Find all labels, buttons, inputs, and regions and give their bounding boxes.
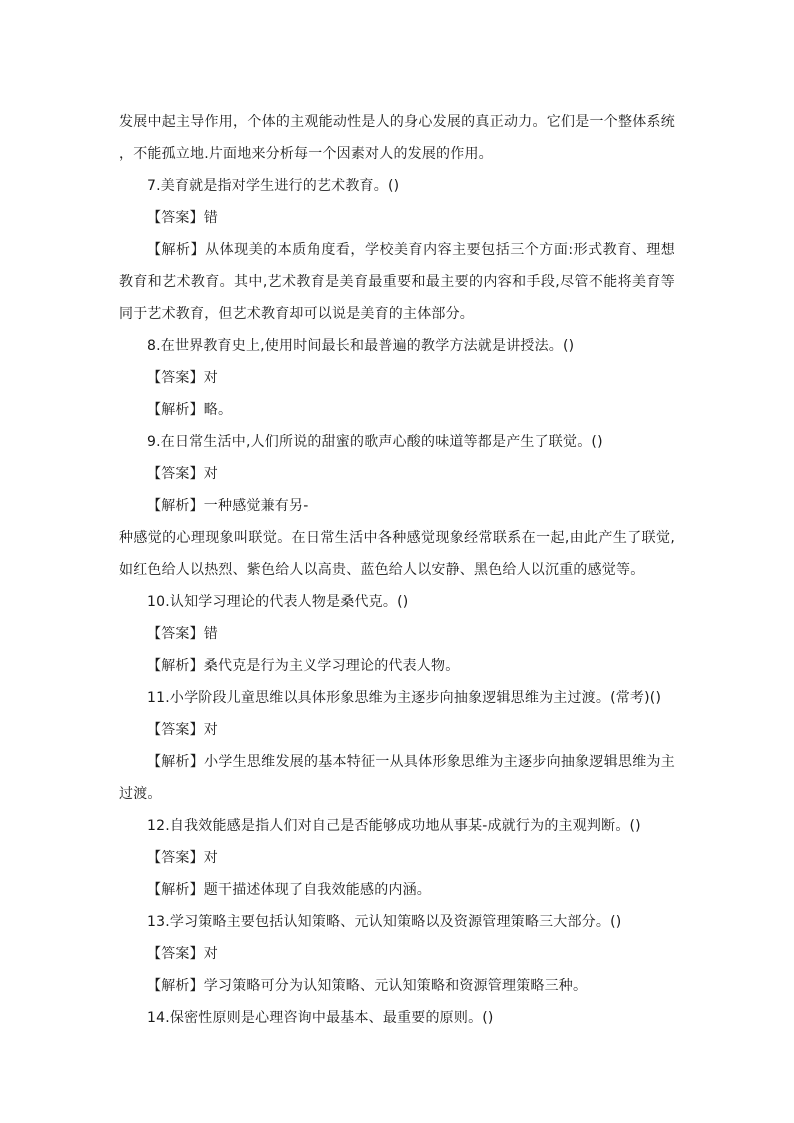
document-body [119,106,675,1034]
text-line: 【答案】错 [147,210,218,226]
text-line: 11.小学阶段儿童思维以具体形象思维为主逐步向抽象逻辑思维为主过渡。(常考)() [147,690,662,706]
text-line: 9.在日常生活中,人们所说的甜蜜的歌声心酸的味道等都是产生了联觉。() [147,434,603,450]
text-line: 【答案】对 [147,466,218,482]
text-line: 如红色给人以热烈、紫色给人以高贵、蓝色给人以安静、黑色给人以沉重的感觉等。 [119,562,645,578]
text-line: 【解析】从体现美的本质角度看，学校美育内容主要包括三个方面:形式教育、理想 [147,242,675,258]
text-line: 【解析】学习策略可分为认知策略、元认知策略和资源管理策略三种。 [147,978,588,994]
text-line: 10.认知学习理论的代表人物是桑代克。() [147,594,409,610]
text-line: 13.学习策略主要包括认知策略、元认知策略以及资源管理策略三大部分。() [147,914,622,930]
text-line: 7.美育就是指对学生进行的艺术教育。() [147,178,400,194]
text-line: 发展中起主导作用，个体的主观能动性是人的身心发展的真正动力。它们是一个整体系统 [119,114,675,130]
text-line: 【答案】对 [147,850,218,866]
text-line: 8.在世界教育史上,使用时间最长和最普遍的教学方法就是讲授法。() [147,338,575,354]
text-line: ，不能孤立地.片面地来分析每一个因素对人的发展的作用。 [119,146,493,162]
text-line: 过渡。 [119,786,162,802]
text-line: 【解析】题干描述体现了自我效能感的内涵。 [147,882,431,898]
text-line: 同于艺术教育，但艺术教育却可以说是美育的主体部分。 [119,306,474,322]
text-line: 14.保密性原则是心理咨询中最基本、最重要的原则。() [147,1010,494,1026]
text-line: 12.自我效能感是指人们对自己是否能够成功地从事某-成就行为的主观判断。() [147,818,641,834]
text-line: 种感觉的心理现象叫联觉。在日常生活中各种感觉现象经常联系在一起,由此产生了联觉, [119,530,675,546]
text-line: 【解析】小学生思维发展的基本特征一从具体形象思维为主逐步向抽象逻辑思维为主 [147,754,675,770]
text-line: 【解析】略。 [147,402,233,418]
text-line: 【答案】对 [147,946,218,962]
text-line: 【解析】桑代克是行为主义学习理论的代表人物。 [147,658,460,674]
text-line: 【解析】一种感觉兼有另- [147,498,309,514]
text-line: 【答案】对 [147,722,218,738]
text-line: 【答案】对 [147,370,218,386]
text-line: 【答案】错 [147,626,218,642]
text-line: 教育和艺术教育。其中,艺术教育是美育最重要和最主要的内容和手段,尽管不能将美育等 [119,274,675,290]
